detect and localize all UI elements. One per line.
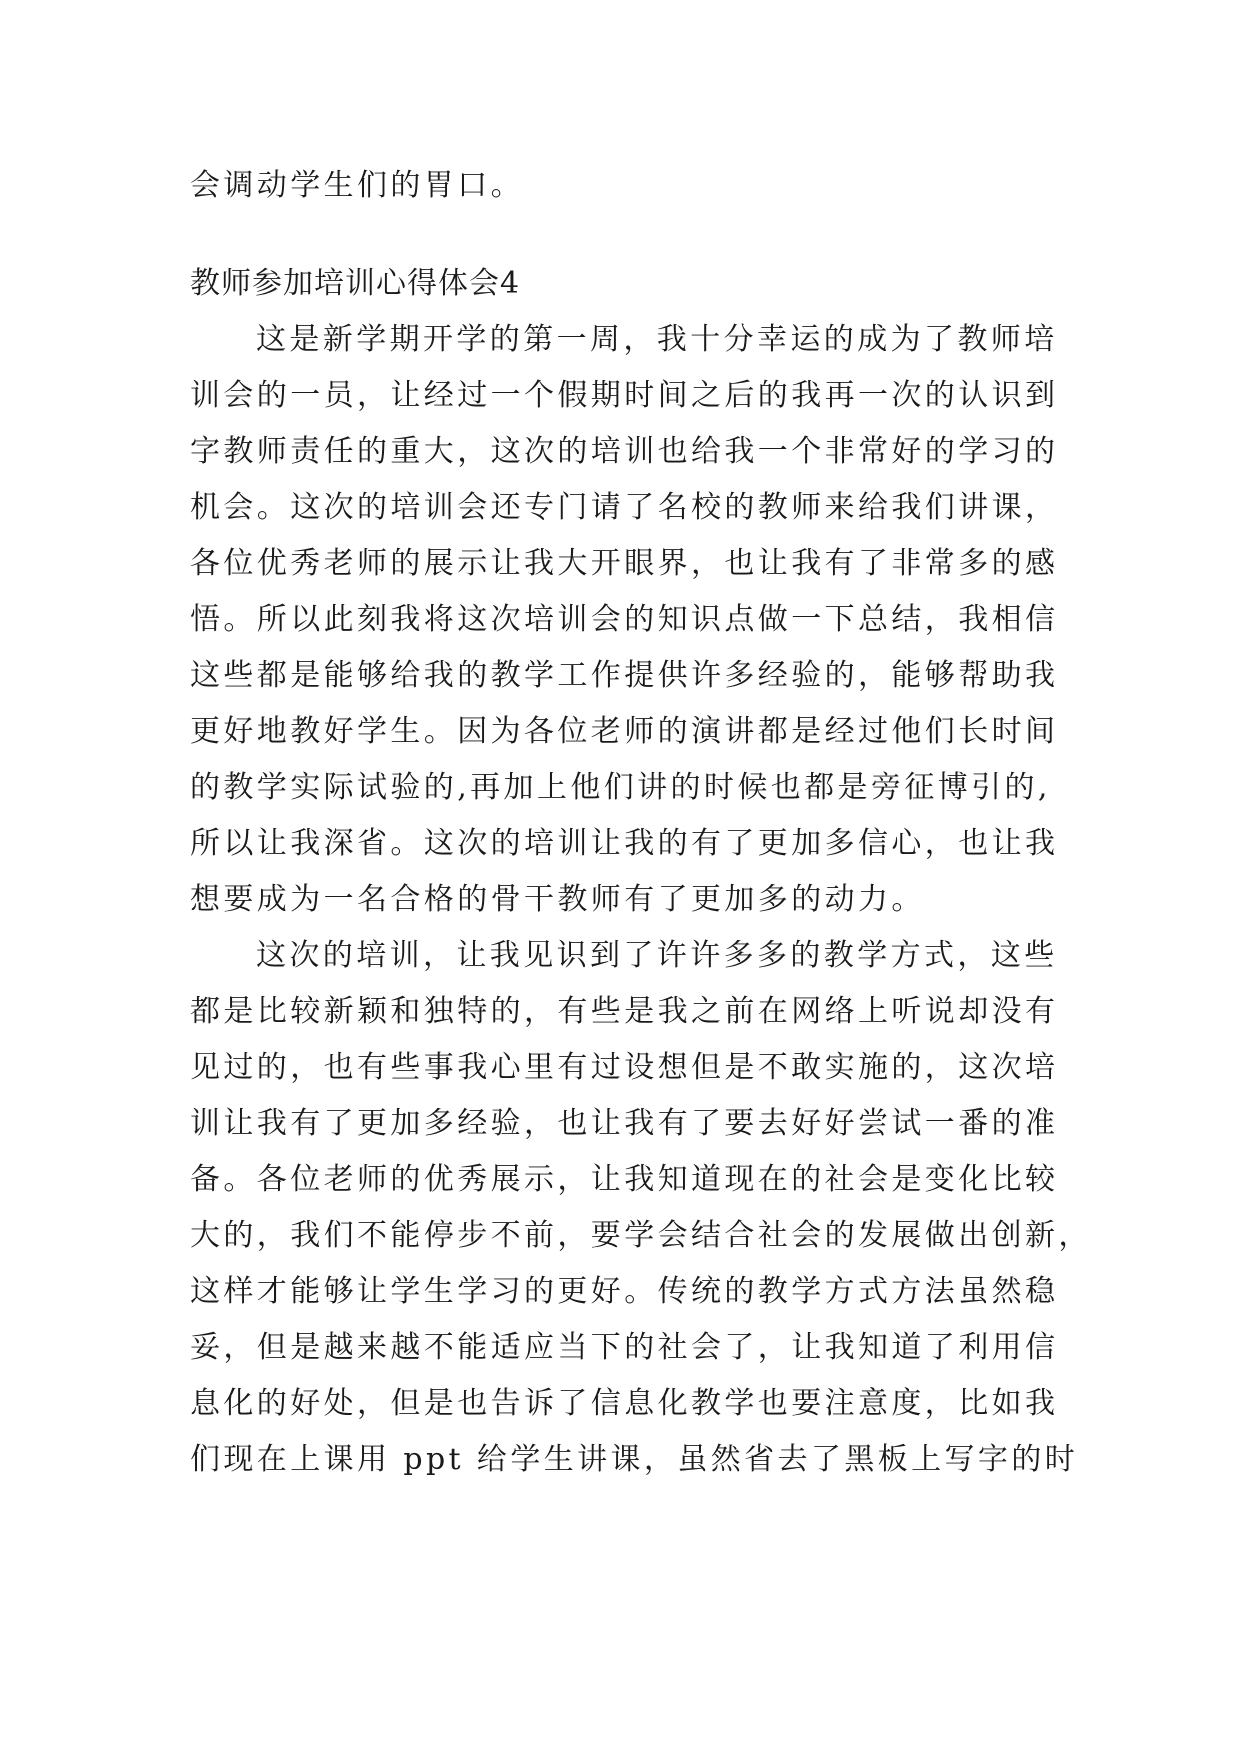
paragraph-line: 们现在上课用 ppt 给学生讲课，虽然省去了黑板上写字的时 (190, 1442, 1079, 1477)
paragraph-line: 息化的好处，但是也告诉了信息化教学也要注意度，比如我 (190, 1386, 1059, 1421)
paragraph-line: 机会。这次的培训会还专门请了名校的教师来给我们讲课， (190, 490, 1059, 525)
paragraph-1 (190, 312, 1070, 928)
paragraph-line: 各位优秀老师的展示让我大开眼界，也让我有了非常多的感 (190, 546, 1059, 581)
paragraph-line: 这是新学期开学的第一周，我十分幸运的成为了教师培 (256, 322, 1058, 357)
paragraph-line: 这样才能够让学生学习的更好。传统的教学方式方法虽然稳 (190, 1274, 1059, 1309)
paragraph-line: 的教学实际试验的,再加上他们讲的时候也都是旁征博引的, (190, 770, 1051, 805)
paragraph-line: 这些都是能够给我的教学工作提供许多经验的，能够帮助我 (190, 658, 1059, 693)
paragraph-gap (190, 214, 1070, 256)
paragraph-line: 更好地教好学生。因为各位老师的演讲都是经过他们长时间 (190, 714, 1059, 749)
paragraph-line: 都是比较新颖和独特的，有些是我之前在网络上听说却没有 (190, 994, 1059, 1029)
paragraph-line: 备。各位老师的优秀展示，让我知道现在的社会是变化比较 (190, 1162, 1059, 1197)
paragraph-line: 大的，我们不能停步不前，要学会结合社会的发展做出创新， (190, 1218, 1092, 1253)
paragraph-2 (190, 928, 1092, 1488)
document-body (190, 158, 1092, 1488)
carryover-line: 会调动学生们的胃口。 (190, 168, 524, 203)
paragraph-line: 想要成为一名合格的骨干教师有了更加多的动力。 (190, 882, 925, 917)
paragraph-line: 字教师责任的重大，这次的培训也给我一个非常好的学习的 (190, 434, 1059, 469)
paragraph-line: 妥，但是越来越不能适应当下的社会了，让我知道了利用信 (190, 1330, 1059, 1365)
section-title: 教师参加培训心得体会4 (190, 266, 521, 301)
paragraph-line: 训会的一员，让经过一个假期时间之后的我再一次的认识到 (190, 378, 1059, 413)
paragraph-line: 所以让我深省。这次的培训让我的有了更加多信心，也让我 (190, 826, 1059, 861)
paragraph-line: 这次的培训，让我见识到了许许多多的教学方式，这些 (256, 938, 1058, 973)
paragraph-line: 悟。所以此刻我将这次培训会的知识点做一下总结，我相信 (190, 602, 1059, 637)
paragraph-line: 见过的，也有些事我心里有过设想但是不敢实施的，这次培 (190, 1050, 1059, 1085)
paragraph-line: 训让我有了更加多经验，也让我有了要去好好尝试一番的准 (190, 1106, 1059, 1141)
